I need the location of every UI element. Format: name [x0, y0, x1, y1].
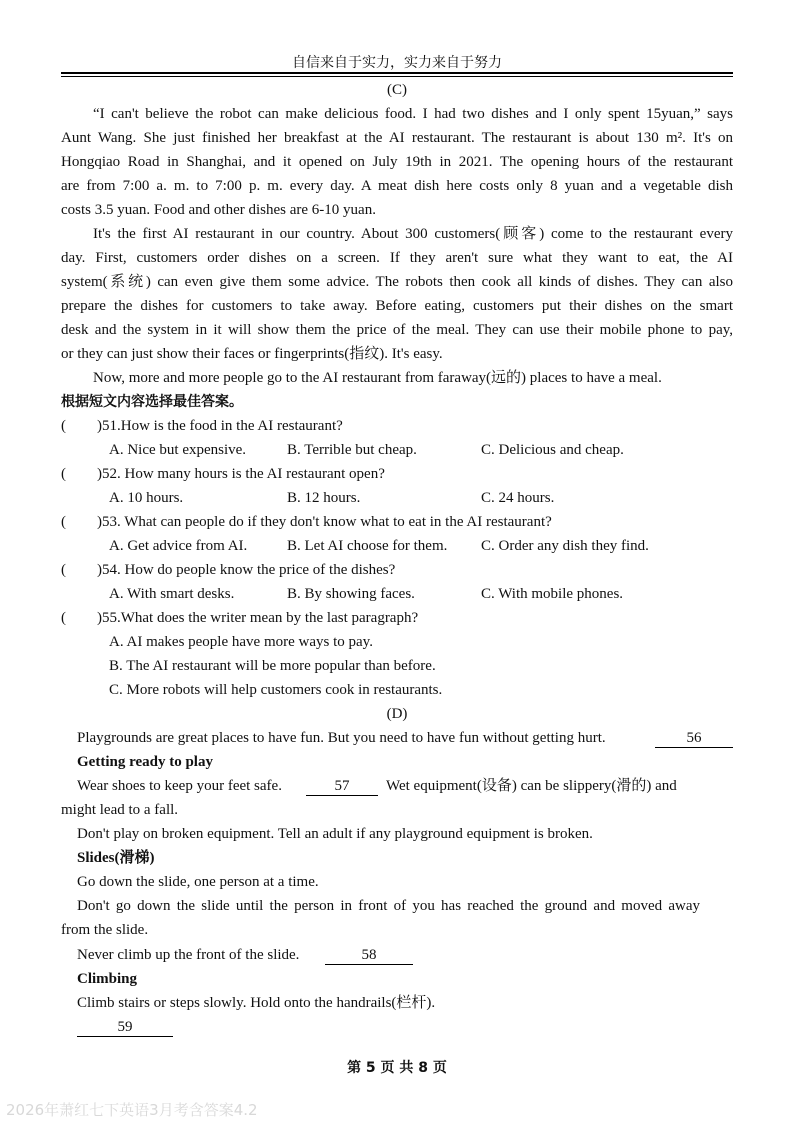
blank-58[interactable]: [325, 945, 413, 965]
wet-equipment-text: Wet equipment(设备) can be slippery(滑的) and: [386, 778, 677, 794]
option-c: C. More robots will help customers cook in restaurants.: [109, 682, 443, 698]
passage-d-intro: Playgrounds are great places to have fun. But you need to have fun without getting hurt.: [77, 730, 606, 746]
question-54: )54. How do people know the price of the dishes?: [97, 562, 396, 578]
option-a: A. Get advice from AI.: [109, 538, 248, 554]
option-b: B. 12 hours.: [287, 490, 361, 506]
option-b: B. The AI restaurant will be more popular than before.: [109, 658, 436, 674]
blank-56[interactable]: [655, 728, 733, 748]
header-rule-thick: [61, 72, 733, 74]
question-55: )55.What does the writer mean by the last paragraph?: [97, 610, 419, 626]
broken-equipment-text: Don't play on broken equipment. Tell an adult if any playground equipment is broken.: [77, 826, 593, 842]
option-a: A. AI makes people have more ways to pay.: [109, 634, 373, 650]
slide-wait-line-2: from the slide.: [61, 922, 149, 938]
page-header: 自信来自于实力，实力来自于努力: [292, 55, 502, 71]
passage-c-line: “I can't believe the robot can make delicious food. I had two dishes and I only spent 15yuan,” says: [93, 106, 733, 122]
climb-stairs-text: Climb stairs or steps slowly. Hold onto the handrails(栏杆).: [77, 995, 436, 1011]
passage-c-line: Hongqiao Road in Shanghai, and it opened on July 19th in 2021. The opening hours of the restaurant: [61, 154, 733, 170]
option-c: C. 24 hours.: [481, 490, 555, 506]
heading-slides: Slides(滑梯): [77, 850, 155, 866]
option-c: C. Order any dish they find.: [481, 538, 649, 554]
option-b: B. By showing faces.: [287, 586, 415, 602]
heading-getting-ready: Getting ready to play: [77, 754, 213, 770]
passage-c-line: or they can just show their faces or fingerprints(指纹). It's easy.: [61, 346, 443, 362]
passage-c-line: prepare the dishes for customers to take away. Before eating, customers put their dishes on the smart: [61, 298, 733, 314]
blank-57-number: 57: [306, 778, 378, 796]
answer-paren[interactable]: (: [61, 466, 66, 482]
passage-c-line: It's the first AI restaurant in our country. About 300 customers(顾客) come to the restaurant every: [93, 226, 733, 242]
shoes-text: Wear shoes to keep your feet safe.: [77, 778, 282, 794]
blank-56-number: 56: [655, 730, 733, 748]
watermark: 2026年萧红七下英语3月考含答案4.2: [6, 1101, 258, 1119]
passage-c-line: Now, more and more people go to the AI restaurant from faraway(远的) places to have a meal.: [93, 370, 662, 386]
slide-one-at-a-time: Go down the slide, one person at a time.: [77, 874, 319, 890]
answer-paren[interactable]: (: [61, 562, 66, 578]
option-a: A. 10 hours.: [109, 490, 184, 506]
question-52: )52. How many hours is the AI restaurant open?: [97, 466, 385, 482]
blank-59-number: 59: [77, 1019, 173, 1037]
blank-59[interactable]: [77, 1017, 173, 1037]
blank-58-number: 58: [325, 947, 413, 965]
fall-text: might lead to a fall.: [61, 802, 179, 818]
option-a: A. Nice but expensive.: [109, 442, 247, 458]
passage-c-line: desk and the system in it will show them the price of the meal. They can use their mobile phone to pay,: [61, 322, 733, 338]
passage-c-line: are from 7:00 a. m. to 7:00 p. m. every day. A meat dish here costs only 8 yuan and a vegetable dish: [61, 178, 733, 194]
heading-climbing: Climbing: [77, 971, 138, 987]
passage-c-line: day. First, customers order dishes on a screen. If they aren't sure what they want to eat, the AI: [61, 250, 733, 266]
option-b: B. Let AI choose for them.: [287, 538, 448, 554]
option-c: C. Delicious and cheap.: [481, 442, 624, 458]
page-footer: 第 5 页 共 8 页: [347, 1060, 447, 1076]
slide-wait-line-1: Don't go down the slide until the person in front of you has reached the ground and moved away: [77, 898, 700, 914]
option-b: B. Terrible but cheap.: [287, 442, 417, 458]
passage-c-line: Aunt Wang. She just finished her breakfast at the AI restaurant. The restaurant is about 130 m². It's on: [61, 130, 733, 146]
answer-paren[interactable]: (: [61, 514, 66, 530]
question-51: )51.How is the food in the AI restaurant?: [97, 418, 343, 434]
never-climb-text: Never climb up the front of the slide.: [77, 947, 300, 963]
passage-c-label: (C): [387, 82, 407, 98]
passage-c-line: costs 3.5 yuan. Food and other dishes are 6-10 yuan.: [61, 202, 376, 218]
passage-c-line: system(系统) can even give them some advice. The robots then cook all kinds of dishes. They can also: [61, 274, 733, 290]
answer-paren[interactable]: (: [61, 610, 66, 626]
option-a: A. With smart desks.: [109, 586, 235, 602]
answer-paren[interactable]: (: [61, 418, 66, 434]
passage-d-label: (D): [386, 706, 408, 722]
instruction: 根据短文内容选择最佳答案。: [61, 394, 243, 410]
question-53: )53. What can people do if they don't know what to eat in the AI restaurant?: [97, 514, 552, 530]
blank-57[interactable]: [306, 776, 378, 796]
header-rule-thin: [61, 76, 733, 77]
option-c: C. With mobile phones.: [481, 586, 624, 602]
